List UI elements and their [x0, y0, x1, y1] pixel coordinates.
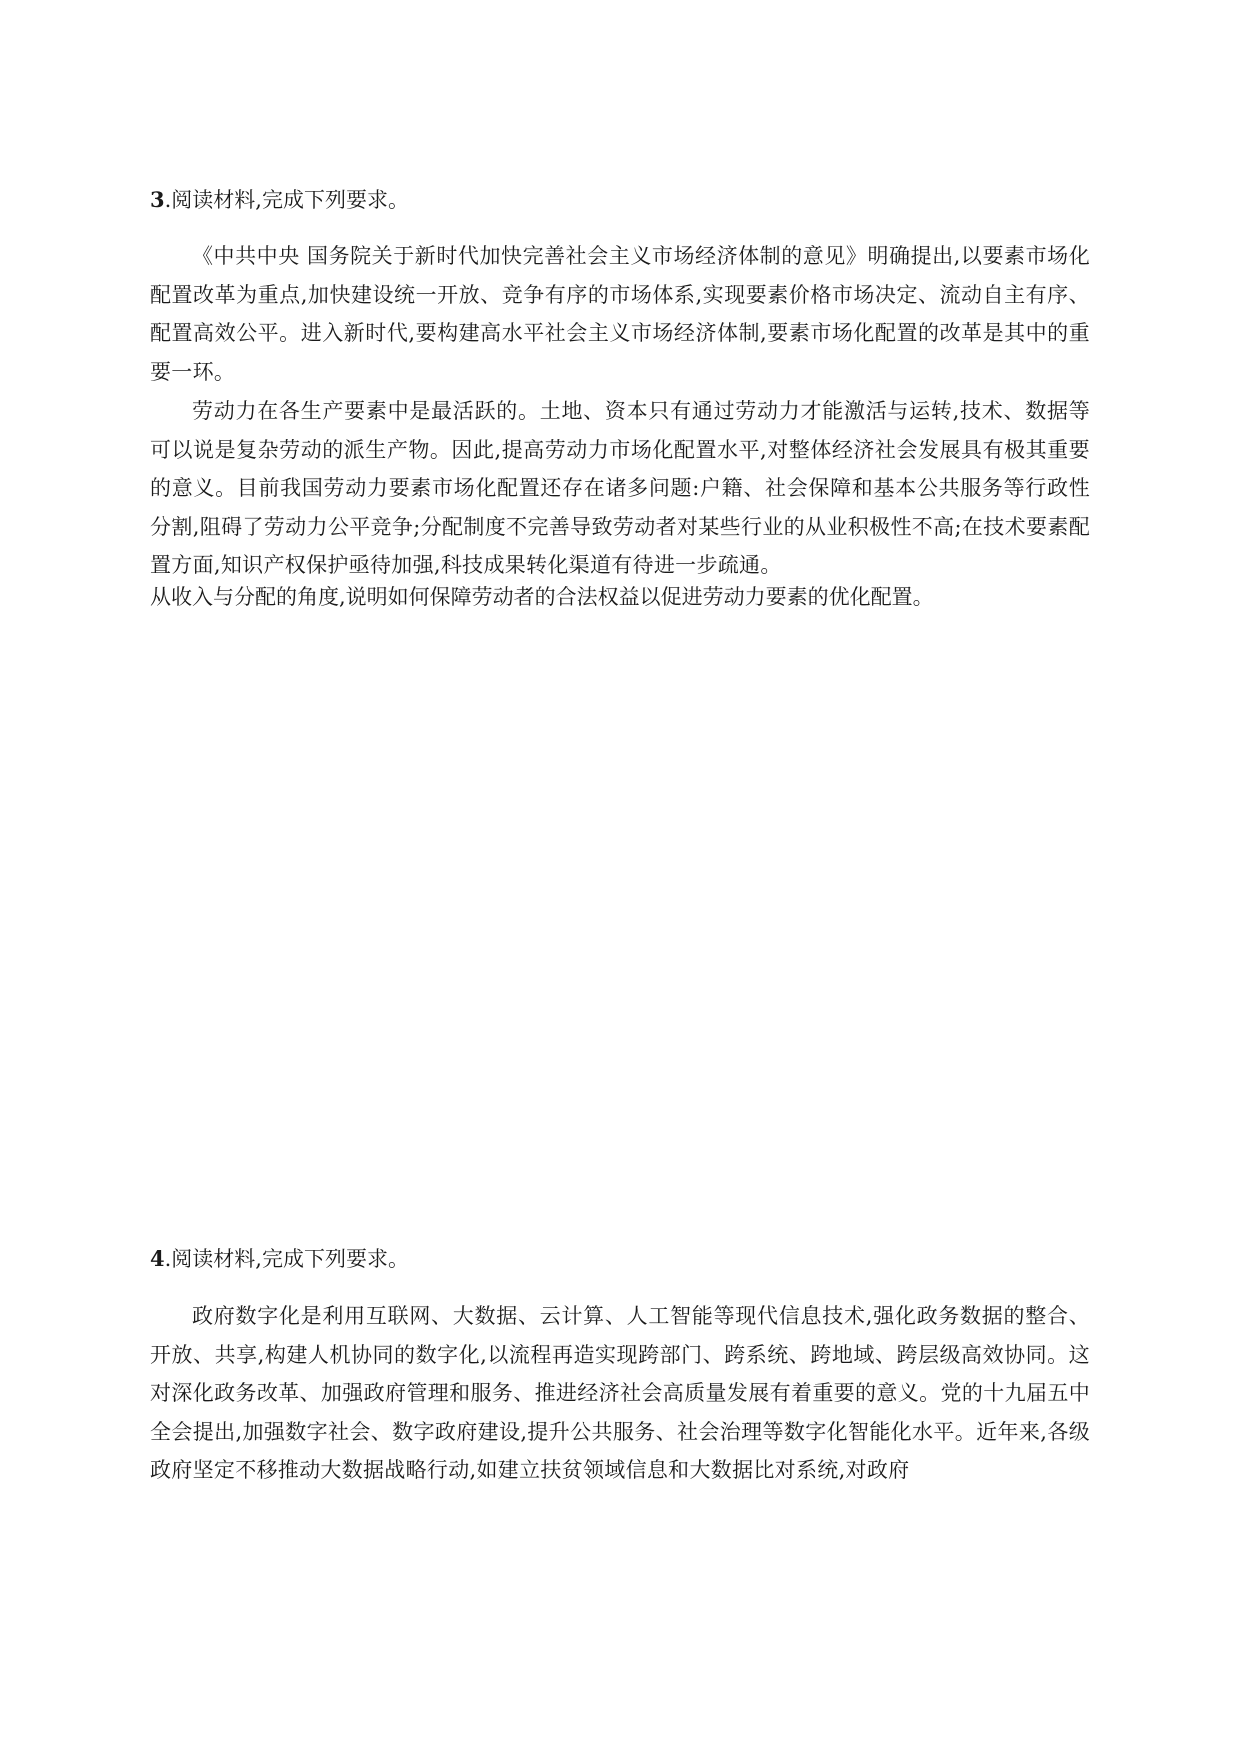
question-3-material-1 [150, 237, 1090, 391]
material-paragraph: 《中共中央 国务院关于新时代加快完善社会主义市场经济体制的意见》明确提出,以要素市场化配置改革为重点,加快建设统一开放、竞争有序的市场体系,实现要素价格市场决定、流动自主有序、配置高效公平。进入新时代,要构建高水平社会主义市场经济体制,要素市场化配置的改革是其中的重要一环。 [150, 244, 1090, 384]
question-4-stem [150, 1245, 1090, 1273]
question-3-task: 从收入与分配的角度,说明如何保障劳动者的合法权益以促进劳动力要素的优化配置。 [150, 585, 934, 609]
material-paragraph: 劳动力在各生产要素中是最活跃的。土地、资本只有通过劳动力才能激活与运转,技术、数据等可以说是复杂劳动的派生产物。因此,提高劳动力市场化配置水平,对整体经济社会发展具有极其重要的意义。目前我国劳动力要素市场化配置还存在诸多问题:户籍、社会保障和基本公共服务等行政性分割,阻碍了劳动力公平竞争;分配制度不完善导致劳动者对某些行业的从业积极性不高;在技术要素配置方面,知识产权保护亟待加强,科技成果转化渠道有待进一步疏通。 [150, 399, 1090, 577]
question-3-material-2 [150, 392, 1090, 585]
question-3-task-block [150, 583, 1090, 611]
question-3-stem-block [150, 186, 1090, 214]
question-3-stem-text: .阅读材料,完成下列要求。 [164, 188, 409, 212]
question-4-material-1 [150, 1297, 1090, 1490]
question-3-stem [150, 186, 1090, 214]
material-paragraph: 政府数字化是利用互联网、大数据、云计算、人工智能等现代信息技术,强化政务数据的整合、开放、共享,构建人机协同的数字化,以流程再造实现跨部门、跨系统、跨地域、跨层级高效协同。这对深化政务改革、加强政府管理和服务、推进经济社会高质量发展有着重要的意义。党的十九届五中全会提出,加强数字社会、数字政府建设,提升公共服务、社会治理等数字化智能化水平。近年来,各级政府坚定不移推动大数据战略行动,如建立扶贫领域信息和大数据比对系统,对政府 [150, 1304, 1090, 1482]
question-3-number: 3 [150, 187, 165, 212]
question-4-stem-text: .阅读材料,完成下列要求。 [164, 1247, 409, 1271]
question-4-stem-block [150, 1245, 1090, 1273]
question-4-number: 4 [150, 1246, 165, 1271]
